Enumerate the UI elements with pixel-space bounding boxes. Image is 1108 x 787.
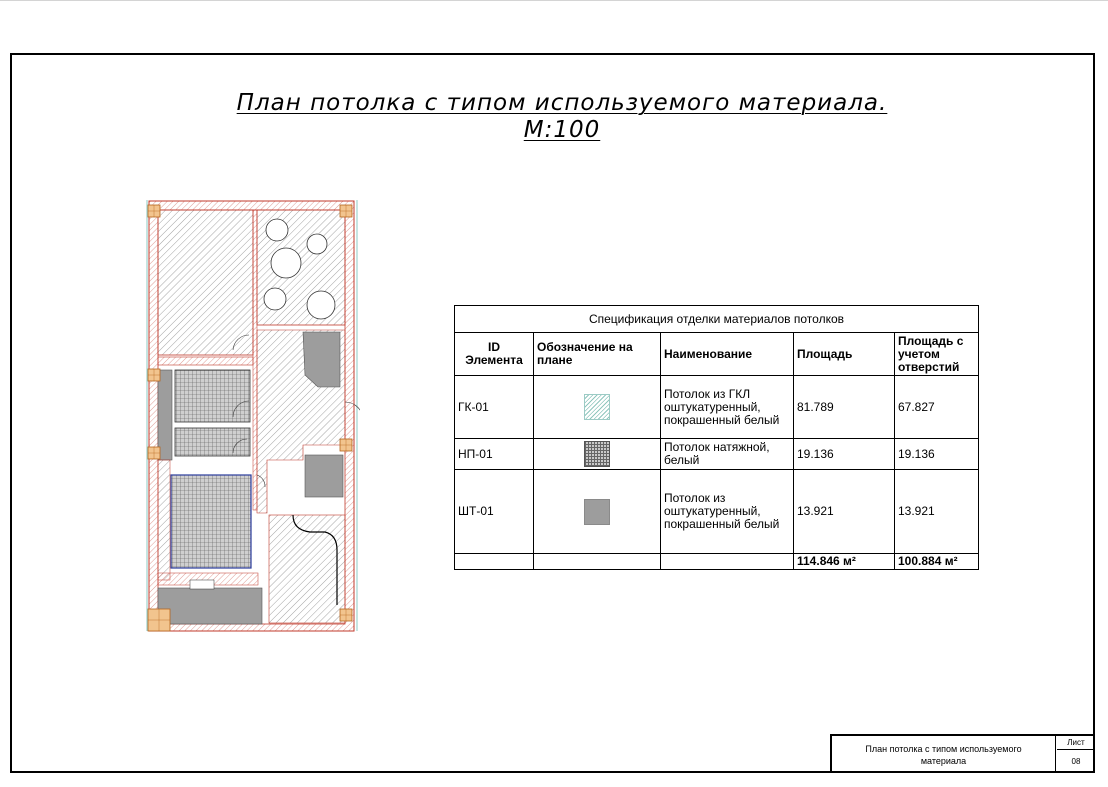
table-caption: Спецификация отделки материалов потолков [455, 306, 979, 333]
table-row [455, 470, 979, 554]
top-rule [0, 0, 1108, 1]
grid-room-3 [171, 475, 251, 568]
cell-name: Потолок натяжной, белый [661, 439, 794, 470]
title-line-1: План потолка с типом используемого материала. [236, 90, 888, 116]
light-fixture [266, 219, 288, 241]
table-header-row [455, 333, 979, 376]
room-hatched-1 [158, 210, 253, 355]
solid-room-3 [158, 588, 262, 624]
cell-area: 19.136 [794, 439, 895, 470]
light-fixture [307, 234, 327, 254]
total-area-net: 100.884 м² [895, 554, 979, 570]
header-id: ID Элемента [455, 333, 534, 376]
light-fixture [271, 248, 301, 278]
light-fixture [264, 288, 286, 310]
header-area: Площадь [794, 333, 895, 376]
total-area: 114.846 м² [794, 554, 895, 570]
table-row [455, 376, 979, 439]
cell-name: Потолок из ГКЛ оштукатуренный, покрашенный белый [661, 376, 794, 439]
solid-ceiling-strip [158, 370, 172, 460]
cell-symbol [534, 376, 661, 439]
cell-symbol [534, 470, 661, 554]
cell-area-net: 67.827 [895, 376, 979, 439]
light-fixture [307, 291, 335, 319]
cell-name: Потолок из оштукатуренный, покрашенный белый [661, 470, 794, 554]
drawing-title [0, 90, 1108, 144]
ceiling-specification-table [454, 305, 979, 570]
title-scale: М:100 [523, 117, 601, 143]
title-block-name: План потолка с типом используемого материала [832, 736, 1056, 773]
grid-room-1 [175, 370, 250, 422]
sheet-label: Лист [1057, 736, 1095, 750]
ceiling-floor-plan [145, 195, 360, 635]
solid-swatch-icon [584, 499, 610, 525]
sheet-number: 08 [1071, 757, 1081, 766]
title-block [830, 734, 1095, 773]
cell-area-net: 13.921 [895, 470, 979, 554]
cell-id: НП-01 [455, 439, 534, 470]
header-symbol: Обозначение на плане [534, 333, 661, 376]
table-totals-row [455, 554, 979, 570]
cell-area: 81.789 [794, 376, 895, 439]
cell-id: ГК-01 [455, 376, 534, 439]
cell-area-net: 19.136 [895, 439, 979, 470]
header-area-net: Площадь с учетом отверстий [895, 333, 979, 376]
cell-symbol [534, 439, 661, 470]
hatch-swatch-icon [584, 394, 610, 420]
grid-swatch-icon [584, 441, 610, 467]
cell-area: 13.921 [794, 470, 895, 554]
header-name: Наименование [661, 333, 794, 376]
table-row [455, 439, 979, 470]
solid-room-2 [305, 455, 343, 497]
cell-id: ШТ-01 [455, 470, 534, 554]
